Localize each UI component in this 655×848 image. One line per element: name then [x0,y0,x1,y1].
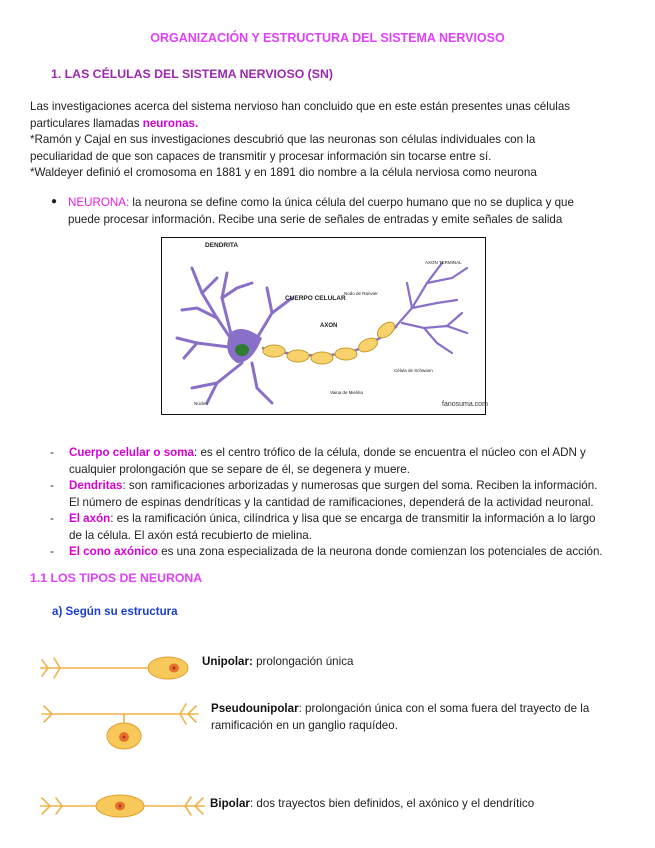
type-name: Unipolar: [202,655,253,668]
list-item: - Cuerpo celular o soma: es el centro trófico de la célula, donde se encuentra el núcleo con el ADN y cualquier prolongación que se separe de él, se degenera y muere. [50,445,635,478]
unipolar-text [202,653,353,670]
label-celula-schwann: Célula de Schwann [394,368,433,373]
type-desc-line2: ramificación en un ganglio raquídeo. [211,719,398,732]
section1-1-heading: 1.1 LOS TIPOS DE NEURONA [30,571,203,585]
axon-terminals [390,263,467,353]
list-item: - El cono axónico es una zona especializada de la neurona donde comienzan los potenciales de acción. [50,545,603,558]
label-nodo-ranvier: Nodo de Ranvier [344,291,378,296]
neuron-parts-list [50,445,635,561]
intro-line1: Las investigaciones acerca del sistema nervioso han concluido que en este están presentes unas células [30,100,571,113]
part-line1: es una zona especializada de la neurona donde comienzan los potenciales de acción. [157,545,603,558]
structure-subheading: a) Según su estructura [52,605,178,618]
label-nucleo: Núcleo [194,401,209,406]
document-title: ORGANIZACIÓN Y ESTRUCTURA DEL SISTEMA NERVIOSO [150,31,505,45]
label-cuerpo-celular: CUERPO CELULAR [285,295,346,302]
bipolar-text [210,795,534,812]
part-line2: cualquier prolongación que se separe de él, se degenera y muere. [69,462,410,476]
neurona-def-line2: puede procesar información. Recibe una serie de señales de entradas y emite señales de salida [68,213,563,226]
part-term: Cuerpo celular o soma [69,446,194,459]
neurona-definition [68,194,628,228]
waldeyer-line: *Waldeyer definió el cromosoma en 1881 y en 1891 dio nombre a la célula nerviosa como neurona [30,166,537,179]
label-axon: AXON [320,323,338,329]
type-desc: : prolongación única con el soma fuera del trayecto de la [298,702,590,715]
part-term: El cono axónico [69,545,158,558]
part-line2: El número de espinas dendríticas y la cantidad de ramificaciones, dependerá de la actividad neuronal. [69,495,594,509]
ramon-line1: *Ramón y Cajal en sus investigaciones descubrió que las neuronas son células individuales con la [30,133,536,146]
pseudounipolar-text [211,700,631,734]
ramon-line2: peculiaridad de que son capaces de transmitir y procesar información sin tocarse entre sí. [30,149,492,163]
part-term: Dendritas [69,479,123,492]
type-desc: : dos trayectos bien definidos, el axónico y el dendrítico [249,797,535,810]
intro-paragraph [30,99,630,182]
part-line2: de la célula. El axón está recubierto de mielina. [69,528,312,542]
neurona-def-line1: la neurona se define como la única célula del cuerpo humano que no se duplica y que [129,196,574,209]
pseudounipolar-neuron-image [40,700,200,755]
unipolar-neuron-image [40,648,190,688]
part-line1: : son ramificaciones arborizadas y numerosas que surgen del soma. Reciben la información. [122,479,598,492]
list-item: - Dendritas: son ramificaciones arborizadas y numerosas que surgen del soma. Reciben la información. El número de espinas dendríticas y la cantidad de ramificaciones, dependerá de la actividad neuronal. [50,478,635,511]
part-line1: : es el centro trófico de la célula, donde se encuentra el núcleo con el ADN y [194,446,586,459]
neurona-term: NEURONA: [68,196,130,209]
neuronas-term: neuronas. [142,116,199,130]
part-term: El axón [69,512,111,525]
list-item: - El axón: es la ramificación única, cilíndrica y lisa que se encarga de transmitir la información a lo largo de la célula. El axón está recubierto de mielina. [50,511,635,544]
intro-line2-prefix: particulares llamadas [30,116,143,130]
section1-heading: 1. LAS CÉLULAS DEL SISTEMA NERVIOSO (SN) [51,67,333,81]
type-desc: prolongación única [252,655,354,668]
type-name: Pseudounipolar [211,702,299,715]
neuron-diagram [161,237,486,415]
bullet-dot: ● [51,196,58,207]
intro-line2 [30,116,630,133]
label-axon-terminal: AXON TERMINAL [425,260,462,265]
part-line1: : es la ramificación única, cilíndrica y lisa que se encarga de transmitir la información a lo largo [110,512,596,525]
label-vaina-mielina: Vaina de Mielina [330,390,363,395]
watermark: fanosuma.com [442,401,488,408]
type-name: Bipolar [210,797,250,810]
label-dendrita: DENDRITA [205,242,239,249]
bipolar-neuron-image [40,786,205,826]
nucleus [235,344,249,356]
